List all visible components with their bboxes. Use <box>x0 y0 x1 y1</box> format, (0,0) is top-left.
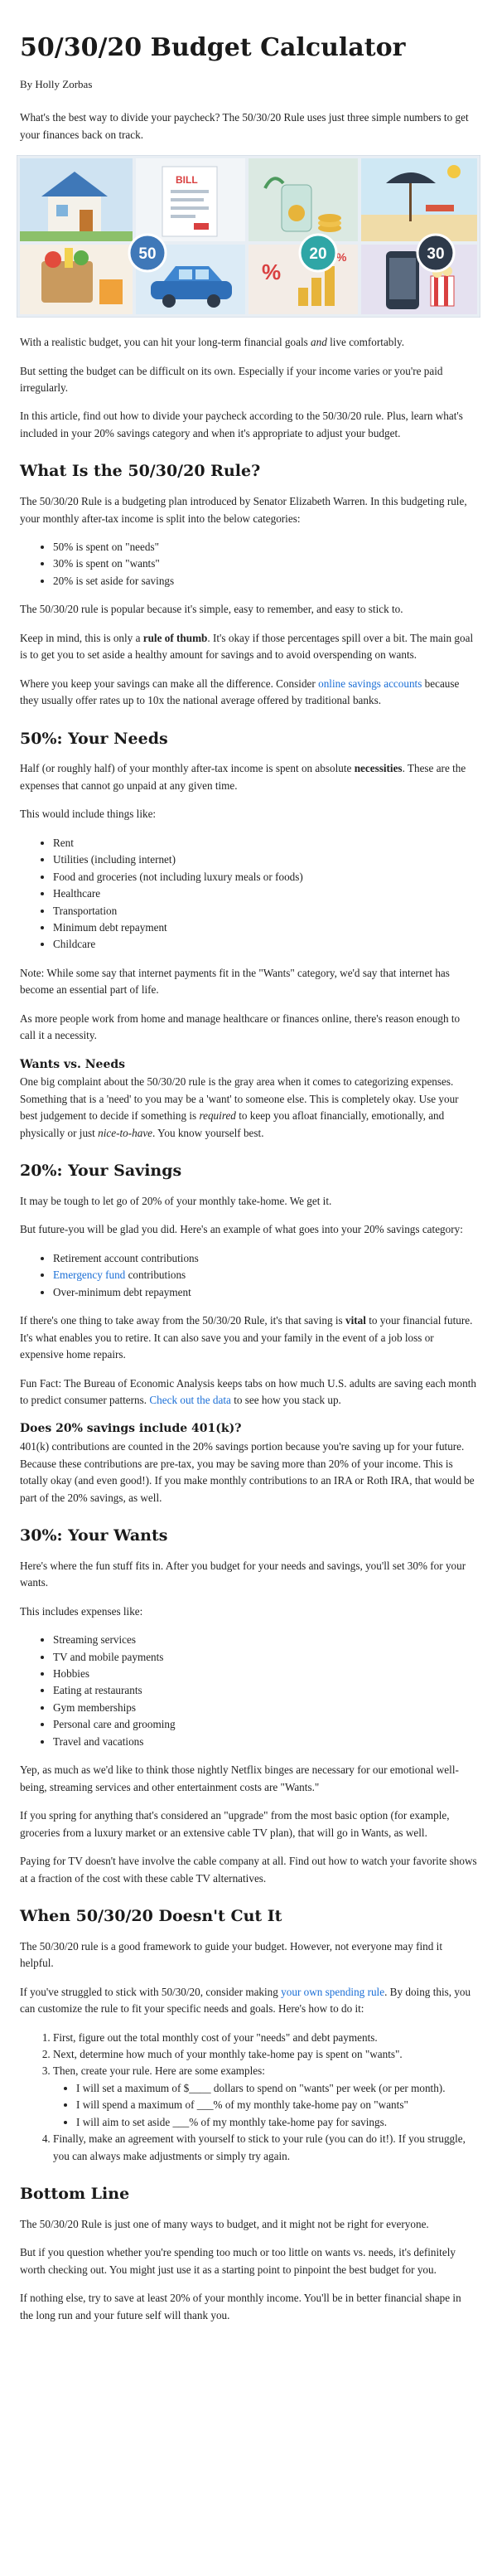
fun-fact-paragraph: Fun Fact: The Bureau of Economic Analysis keeps tabs on how much U.S. adults are saving each month to predict consumer patterns. Check out the data to see how you stack up. <box>20 1376 476 1407</box>
list-item: • I will aim to set aside ___% of my monthly take-home pay for savings. <box>76 2114 477 2131</box>
paragraph: This includes expenses like: <box>20 1604 143 1618</box>
svg-text:%: % <box>262 260 282 285</box>
note-paragraph: Note: While some say that internet payments fit in the "Wants" category, we'd say that internet has become an essential part of life. <box>20 966 450 997</box>
paragraph: It may be tough to let go of 20% of your monthly take-home. We get it. <box>20 1194 332 1207</box>
section-heading-bottom-line: Bottom Line <box>20 2185 130 2204</box>
paragraph: The 50/30/20 Rule is just one of many ways to budget, and it might not be right for everyone. <box>20 2217 429 2230</box>
list-item: • Transportation <box>53 903 477 919</box>
list-item: 3. Then, create your rule. Here are some examples: • I will set a maximum of $____ dollars to spend on "wants" per week (or per month). • I will spend a maximum of ___% of my monthly take-home pay on "wants" • I will aim to set aside ___% of my monthly take-home pay for savings. <box>53 2063 477 2131</box>
list-item: 4. Finally, make an agreement with yourself to stick to your rule (you can do it!). If you struggle, you can always make adjustments or simply try again. <box>53 2131 477 2165</box>
byline: By Holly Zorbas <box>20 78 93 90</box>
subheading-wants-vs-needs: Wants vs. Needs <box>20 1057 126 1071</box>
paragraph: The 50/30/20 rule is a good framework to guide your budget. However, not everyone may find it helpful. <box>20 1939 442 1970</box>
page-title: 50/30/20 Budget Calculator <box>20 33 406 62</box>
section-heading-savings: 20%: Your Savings <box>20 1162 182 1181</box>
examples-list <box>53 2080 477 2131</box>
list-item: • Gym memberships <box>53 1700 477 1716</box>
list-item: • Healthcare <box>53 885 477 902</box>
section-heading-needs: 50%: Your Needs <box>20 729 168 748</box>
paragraph: This would include things like: <box>20 808 157 821</box>
section-heading-doesnt-cut-it: When 50/30/20 Doesn't Cut It <box>20 1906 282 1925</box>
paragraph: But setting the budget can be difficult on its own. Especially if your income varies or you're paid irregularly. <box>20 364 443 394</box>
savings-list <box>20 1250 477 1301</box>
hero-illustration <box>17 155 480 318</box>
list-item: • 30% is spent on "wants" <box>53 555 477 572</box>
section-heading-what-is: What Is the 50/30/20 Rule? <box>20 462 261 481</box>
paragraph: If you've struggled to stick with 50/30/20, consider making your own spending rule. By doing this, you can customize the rule to fit your specific needs and goals. Here's how to do it: <box>20 1985 471 2016</box>
paragraph: 401(k) contributions are counted in the 20% savings portion because you're saving up for your future. Because these contributions are pre-tax, you may be saving more than 20% of your income. This is totally okay (and even good!). If you make monthly contributions to an IRA or Roth IRA, that would be part of the 20% savings, as well. <box>20 1440 475 1504</box>
badge-20 <box>300 235 336 271</box>
paragraph: Paying for TV doesn't have involve the cable company at all. Find out how to watch your favorite shows at a fraction of the cost with these cable TV alternatives. <box>20 1855 477 1885</box>
list-item: • I will set a maximum of $____ dollars to spend on "wants" per week (or per month). <box>76 2080 477 2097</box>
subheading-401k: Does 20% savings include 401(k)? <box>20 1422 242 1436</box>
paragraph: Where you keep your savings can make all the difference. Consider online savings accounts because they usually offer rates up to 10x the national average offered by traditional banks. <box>20 677 460 707</box>
badge-20-label: 20 <box>309 245 327 264</box>
intro-paragraph: What's the best way to divide your paycheck? The 50/30/20 Rule uses just three simple numbers to get your finances back on track. <box>20 111 469 141</box>
list-item: • Emergency fund contributions <box>53 1267 477 1283</box>
beach-icon <box>361 158 477 241</box>
check-out-data-link[interactable]: Check out the data <box>149 1394 231 1407</box>
coins-icon <box>248 158 358 241</box>
list-item: • Utilities (including internet) <box>53 851 477 868</box>
paragraph: The 50/30/20 Rule is a budgeting plan introduced by Senator Elizabeth Warren. In this budgeting rule, your monthly after-tax income is split into the below categories: <box>20 495 467 525</box>
list-item: • TV and mobile payments <box>53 1649 477 1666</box>
badge-30 <box>417 235 454 271</box>
list-item: • Food and groceries (not including luxury meals or foods) <box>53 869 477 885</box>
groceries-icon <box>20 245 133 314</box>
paragraph: The 50/30/20 rule is popular because it's simple, easy to remember, and easy to stick to. <box>20 603 403 616</box>
paragraph: If you spring for anything that's considered an "upgrade" from the most basic option (for example, groceries from a luxury market or an extensive cable TV plan), that will go in Wants, as well. <box>20 1809 450 1839</box>
paragraph: Here's where the fun stuff fits in. After you budget for your needs and savings, you'll set 30% for your wants. <box>20 1559 466 1589</box>
paragraph: With a realistic budget, you can hit your long-term financial goals and live comfortably. <box>20 336 405 349</box>
badge-50-label: 50 <box>138 245 157 264</box>
section-heading-wants: 30%: Your Wants <box>20 1526 168 1545</box>
list-item: • I will spend a maximum of ___% of my monthly take-home pay on "wants" <box>76 2097 477 2113</box>
list-item: • Rent <box>53 835 477 851</box>
list-item: • Over-minimum debt repayment <box>53 1284 477 1301</box>
paragraph: But future-you will be glad you did. Here's an example of what goes into your 20% savings category: <box>20 1223 463 1236</box>
paragraph: If nothing else, try to save at least 20% of your monthly income. You'll be in better financial shape in the long run and your future self will thank you. <box>20 2292 461 2321</box>
needs-list <box>20 835 477 953</box>
paragraph: Keep in mind, this is only a rule of thumb. It's okay if those percentages spill over a bit. The main goal is to get you to set aside a healthy amount for savings and to avoid overspending on wants. <box>20 631 474 662</box>
list-item: • Minimum debt repayment <box>53 919 477 936</box>
list-item: • Childcare <box>53 936 477 953</box>
steps-list <box>20 2030 477 2166</box>
emergency-fund-link[interactable]: Emergency fund <box>53 1269 126 1282</box>
rule-list <box>20 539 477 589</box>
list-item: • Personal care and grooming <box>53 1716 477 1733</box>
list-item: • 20% is set aside for savings <box>53 573 477 589</box>
paragraph: In this article, find out how to divide your paycheck according to the 50/30/20 rule. Plus, learn what's included in your 20% savings category and when it's appropriate to adjust your budget. <box>20 410 463 439</box>
paragraph: Half (or roughly half) of your monthly after-tax income is spent on absolute necessities. These are the expenses that cannot go unpaid at any given time. <box>20 762 466 792</box>
list-item: 1. First, figure out the total monthly cost of your "needs" and debt payments. <box>53 2030 477 2046</box>
own-spending-rule-link[interactable]: your own spending rule <box>281 1985 385 1998</box>
wants-list <box>20 1632 477 1750</box>
badge-30-label: 30 <box>427 245 445 264</box>
badge-50 <box>129 235 166 271</box>
list-item: • Streaming services <box>53 1632 477 1648</box>
online-savings-link[interactable]: online savings accounts <box>318 677 422 690</box>
list-item: • Hobbies <box>53 1666 477 1682</box>
paragraph: Yep, as much as we'd like to think those nightly Netflix binges are necessary for our emotional well-being, streaming services and other entertainment costs are "Wants." <box>20 1763 459 1793</box>
bill-icon <box>136 158 245 241</box>
paragraph: But if you question whether you're spending too much or too little on wants vs. needs, it's definitely worth checking out. You might just use it as a starting point to pinpoint the best budget for you. <box>20 2246 456 2276</box>
svg-text:%: % <box>336 250 347 264</box>
list-item: • Retirement account contributions <box>53 1250 477 1267</box>
list-item: • 50% is spent on "needs" <box>53 539 477 555</box>
list-item: 2. Next, determine how much of your monthly take-home pay is spent on "wants". <box>53 2046 477 2063</box>
bill-label: BILL <box>176 174 198 187</box>
list-item: • Eating at restaurants <box>53 1682 477 1699</box>
hero-svg <box>17 155 480 318</box>
paragraph: If there's one thing to take away from the 50/30/20 Rule, it's that saving is vital to your financial future. It's what enables you to retire. It can also save you and your family in the event of a job loss or expensive home repairs. <box>20 1314 473 1361</box>
paragraph: As more people work from home and manage healthcare or finances online, there's reason enough to call it a necessity. <box>20 1011 461 1042</box>
house-icon <box>20 158 133 241</box>
list-item: • Travel and vacations <box>53 1734 477 1750</box>
paragraph: One big complaint about the 50/30/20 rule is the gray area when it comes to categorizing expenses. Something that is a 'need' to you may be a 'want' to someone else. This is completely okay. Use your best judgement to decide if something is required to keep you afloat financially, emotionally, and physically or just nice-to-have. You know yourself best. <box>20 1075 459 1139</box>
